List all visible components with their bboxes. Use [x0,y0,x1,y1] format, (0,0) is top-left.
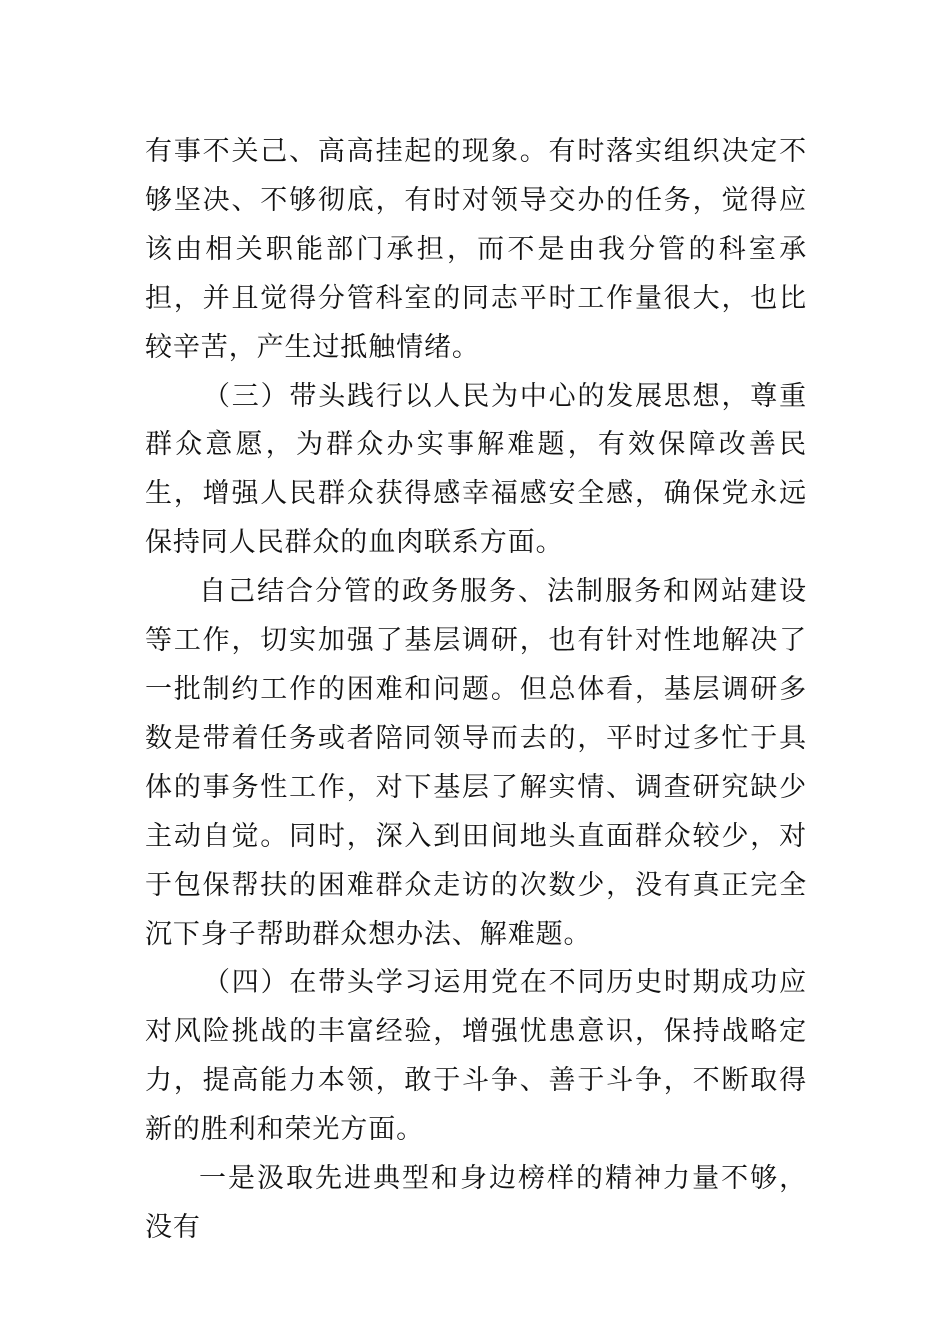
document-body [145,128,807,1253]
paragraph-continued: 有事不关己、高高挂起的现象。有时落实组织决定不够坚决、不够彻底，有时对领导交办的任务，觉得应该由相关职能部门承担，而不是由我分管的科室承担，并且觉得分管科室的同志平时工作量很大，也比较辛苦，产生过抵触情绪。 [145,136,807,363]
section-heading-four: （四）在带头学习运用党在不同历史时期成功应对风险挑战的丰富经验，增强忧患意识，保持战略定力，提高能力本领，敢于斗争、善于斗争，不断取得新的胜利和荣光方面。 [145,967,807,1146]
paragraph-body: 一是汲取先进典型和身边榜样的精神力量不够，没有 [145,1163,807,1243]
section-heading-three: （三）带头践行以人民为中心的发展思想，尊重群众意愿，为群众办实事解难题，有效保障改善民生，增强人民群众获得感幸福感安全感，确保党永远保持同人民群众的血肉联系方面。 [145,380,807,559]
paragraph-body: 自己结合分管的政务服务、法制服务和网站建设等工作，切实加强了基层调研，也有针对性地解决了一批制约工作的困难和问题。但总体看，基层调研多数是带着任务或者陪同领导而去的，平时过多忙于具体的事务性工作，对下基层了解实情、调查研究缺少主动自觉。同时，深入到田间地头直面群众较少，对于包保帮扶的困难群众走访的次数少，没有真正完全沉下身子帮助群众想办法、解难题。 [145,576,807,950]
